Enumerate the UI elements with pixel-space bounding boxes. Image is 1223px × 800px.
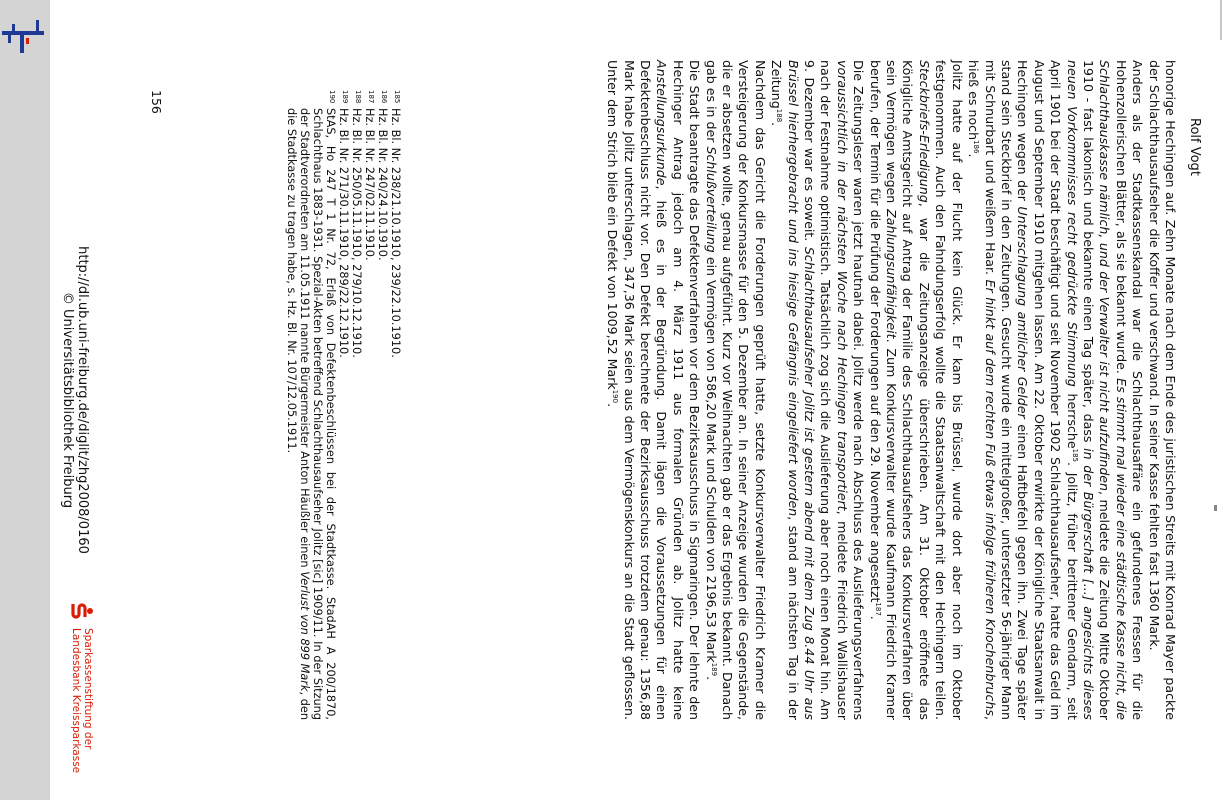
footnote-ref: 190 [611,389,620,404]
paragraph: honorige Hechingen auf. Zehn Monate nach dem Ende des juristischen Streits mit Konrad Mayer packte der Schlachthausaufseher die Koffer und verschwand. In seiner Kasse fehlten fast 1360 Mark. [1146,60,1178,720]
running-header-author: Rolf Vogt [1187,118,1202,176]
sparkasse-s-icon [68,600,94,622]
paragraph: Anders als der Stadtkassenskandal war die Schlachthausaffäre ein gefundenes Fressen für die Hohenzollerischen Blätter, als sie bekannt wurde. Es stimmt mal wieder eine städtische Kasse nicht, die Schlachthauskasse nämlich, und der Verwalter ist nicht aufzufinden, meldete die Zeitung Mitte Oktober 1910 - fast lakonisch und bekannte einen Tag später, dass in der Bürgerschaft [...] angesichts dieses neuen Vorkommnisses recht gedrückte Stimmung herrsche$^{185}$. Jolitz, früher berittener Gendarm, seit April 1901 bei der Stadt beschäftigt und seit November 1902 Schlachthausaufseher, hatte das Geld im August und September 1910 mitgehen lassen. Am 22. Oktober erwirkte der Königliche Staatsanwalt in Hechingen wegen der Unterschlagung amtlicher Gelder einen Haftbefehl gegen ihn. Zwei Tage später stand sein Steckbrief in den Zeitungen. Gesucht wurde ein mittelgroßer, untersetzter 56-jähriger Mann mit Schnurbart und weißem Haar. Er hinkt auf dem rechten Fuß etwas infolge früheren Knochenbruchs, hieß es noch$^{186}$. [966,60,1146,720]
page-number: 156 [149,90,164,114]
copyright-notice: © Universitätsbibliothek Freiburg [60,291,75,509]
footnote: 185 Hz. Bl. Nr. 238/21.10.1910, 239/22.10.1910. [389,90,402,358]
footnote-ref: 186 [972,140,981,154]
footnote-ref: 185 [1070,448,1079,463]
footnotes [285,90,402,720]
left-sidebar-band [0,0,50,800]
footnote: 187 Hz. Bl. Nr. 247/02.11.1910. [363,90,376,261]
document-page [50,0,1220,800]
ub-freiburg-logo [2,18,46,54]
footnote: 186 Hz. Bl. Nr. 240/24.10.1910. [376,90,389,261]
body-text [604,60,1178,720]
permalink[interactable]: http://dl.ub.uni-freiburg.de/diglit/zhg2008/0160 [75,246,90,554]
sponsor-line-2: Landesbank Kreissparkasse [70,628,82,774]
paragraph: Die Zeitungsleser waren jetzt hautnah dabei. Jolitz werde nach Abschluss des Auslieferungsverfahrens voraussichtlich in der nächsten Woche nach Hechingen transportiert, meldete Friedrich Wallishauser nach der Festnahme optimistisch. Tatsächlich zog sich die Auslieferung aber noch einen Monat hin. Am 9. Dezember war es soweit. Schlachthausaufseher Jolitz ist gestern abend mit dem Zug 8.44 Uhr aus Brüssel hierhergebracht und ins hiesige Gefängnis eingeliefert worden, stand am nächsten Tag in der Zeitung$^{188}$. [769,60,867,720]
footnote: 190 StAS, Ho 247 T 1 Nr. 72, Erlaß von Defektenbeschlüssen bei der Stadtkasse. StadAH A 200/1870, Schlachthaus 1883-1931. Spezial-Akten betreffend Schlachthausaufseher Jolitz [sic] 1909/11. In der Sitzung der Stadtverordneten am 11.05.1911 nannte Bürgermeister Anton Häußler einen Verlust von 899 Mark, den die Stadtkasse zu tragen habe, s. Hz. Bl. Nr. 107/12.05.1911. [285,90,337,720]
paragraph: Die Stadt beantragte das Defektenverfahren vor dem Bezirksausschuss in Sigmaringen. Der lehnte den Hechinger Antrag jedoch am 4. März 1911 aus formalen Gründen ab. Jolitz hatte keine Anstellungsurkunde, hieß es in der Begründung. Damit lägen die Voraussetzungen für einen Defektenbeschluss nicht vor. Den Defekt berechnete der Bezirksausschuss trotzdem genau: 1356,88 Mark habe Jolitz unterschlagen, 347,36 Mark seien aus dem Vermögenskonkurs an die Stadt geflossen. Unter dem Strich blieb ein Defekt von 1009,52 Mark$^{190}$. [605,60,703,720]
footnote-ref: 189 [709,662,718,677]
paragraph: Nachdem das Gericht die Forderungen geprüft hatte, setzte Konkursverwalter Friedrich Kramer die Versteigerung der Konkursmasse für den 5. Dezember an. In seiner Anzeige wurden die Gegenstände, die er absetzen wollte, genau aufgeführt. Kurz vor Weihnachten gab er das Ergebnis bekannt. Danach gab es in der Schlußverteilung ein Vermögen von 586,20 Mark und Schulden von 2196,53 Mark$^{189}$. [703,60,768,720]
footnote: 188 Hz. Bl. Nr. 250/05.11.1910, 279/10.12.1910. [350,90,363,358]
sponsor-line-1: Sparkassenstiftung der [82,628,94,750]
paragraph: Jolitz hatte auf der Flucht kein Glück. Er kam bis Brüssel, wurde dort aber noch im Oktober festgenommen. Auch den Fahndungserfolg wollte die Staatsanwaltschaft mit den Hechingern teilen. Steckbriefs-Erledigung, war die Zeitungsanzeige überschrieben. Am 31. Oktober eröffnete das Königliche Amtsgericht auf Antrag der Familie des Schlachthausaufsehers das Konkursverfahren über sein Vermögen wegen Zahlungsunfähigkeit. Zum Konkursverwalter wurde Kaufmann Friedrich Kramer berufen, der Termin für die Prüfung der Forderungen auf den 29. November angesetzt$^{187}$. [867,60,965,720]
footnote-ref: 187 [873,602,882,616]
footnote: 189 Hz. Bl. Nr. 271/30.11.1910, 289/22.12.1910. [337,90,350,358]
sponsor-logo [68,600,94,780]
footnote-ref: 188 [775,108,784,123]
